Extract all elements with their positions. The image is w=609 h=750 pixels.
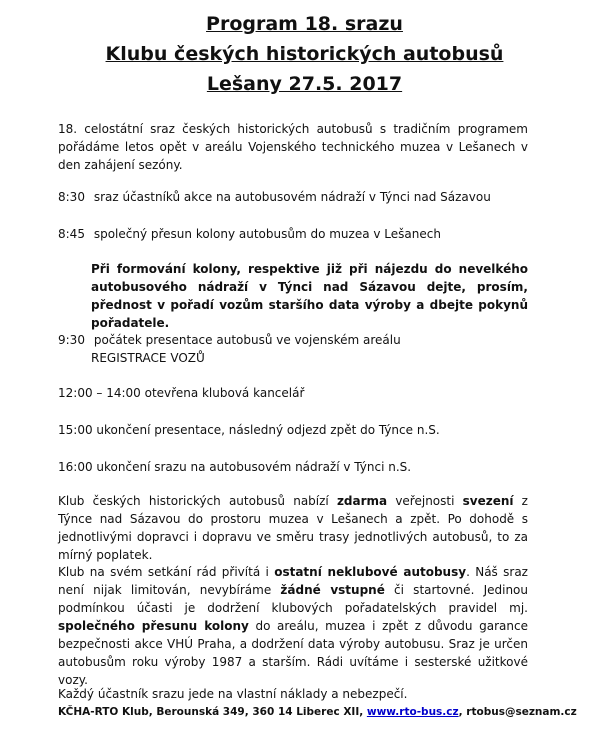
closing-line: Každý účastník srazu jede na vlastní náklady a nebezpečí. — [58, 687, 408, 701]
title-line-3: Lešany 27.5. 2017 — [206, 73, 403, 95]
convoy-note: Při formování kolony, respektive již při nájezdu do nevelkého autobusového nádraží v Týnci nad Sázavou dejte, prosím, přednost v pořadí vozům staršího data výroby a dbejte pokynů pořadatele. — [91, 262, 528, 330]
schedule-item — [58, 458, 411, 476]
schedule-time: 16:00 — [58, 460, 93, 474]
meeting-text: či startovné. Jedinou podmínkou účasti je dodržení klubových pořadatelských pravidel mj. — [58, 583, 529, 615]
schedule-item — [58, 384, 304, 402]
footer-address: KČHA-RTO Klub, Berounská 349, 360 14 Liberec XII, — [58, 706, 367, 718]
meeting-text: . Náš sraz není nijak limitován, nevybíráme — [58, 565, 528, 597]
schedule-text: otevřena klubová kancelář — [144, 386, 305, 400]
meeting-emphasis: žádné vstupné — [280, 583, 385, 597]
meeting-emphasis: společného přesunu kolony — [58, 619, 249, 633]
schedule-time: 8:30 — [58, 190, 85, 204]
footer-separator: , — [458, 706, 467, 718]
ride-free-emphasis: zdarma — [336, 494, 388, 508]
schedule-time: 15:00 — [58, 423, 93, 437]
ride-emphasis: svezení — [462, 494, 514, 508]
schedule-text: ukončení presentace, následný odjezd zpět do Týnce n.S. — [96, 423, 440, 437]
registration-label: REGISTRACE VOZŮ — [91, 351, 205, 365]
meeting-emphasis: ostatní neklubové autobusy — [274, 565, 467, 579]
schedule-time: 12:00 – 14:00 — [58, 386, 141, 400]
schedule-item — [58, 331, 401, 349]
schedule-text: společný přesun kolony autobusům do muzea v Lešanech — [93, 227, 441, 241]
website-link[interactable]: www.rto-bus.cz — [366, 706, 459, 718]
ride-text: Klub českých historických autobusů nabízí — [58, 494, 337, 508]
schedule-item — [58, 421, 440, 439]
schedule-time: 8:45 — [58, 227, 85, 241]
ride-text: veřejnosti — [387, 494, 463, 508]
schedule-item — [58, 225, 441, 243]
schedule-item — [58, 188, 491, 206]
schedule-text: sraz účastníků akce na autobusovém nádraží v Týnci nad Sázavou — [93, 190, 491, 204]
schedule-text: počátek presentace autobusů ve vojenském areálu — [93, 333, 401, 347]
schedule-text: ukončení srazu na autobusovém nádraží v Týnci n.S. — [96, 460, 412, 474]
meeting-text: Klub na svém setkání rád přivítá i — [58, 565, 275, 579]
title-line-1: Program 18. srazu — [206, 13, 403, 35]
meeting-text: do areálu, muzea i zpět z důvodu garance bezpečnosti akce VHÚ Praha, a dodržení data výroby autobusu. Sraz je určen autobusům roku výroby 1987 a starším. Rádi uvítáme i sesterské užitkové vozy. — [58, 619, 528, 687]
ride-paragraph — [58, 492, 528, 564]
intro-paragraph: 18. celostátní sraz českých historických autobusů s tradičním programem pořádáme letos opět v areálu Vojenského technického muzea v Lešanech v den zahájení sezóny. — [58, 122, 528, 172]
meeting-paragraph — [58, 563, 528, 689]
footer-contact — [58, 704, 577, 720]
title-line-2: Klubu českých historických autobusů — [105, 43, 504, 65]
ride-text: z Týnce nad Sázavou do prostoru muzea v Lešanech a zpět. Po dohodě s jednotlivými dopravci i dopravu ve směru trasy jednotlivých autobusů, to za mírný poplatek. — [58, 494, 528, 562]
footer-email: rtobus@seznam.cz — [466, 706, 577, 718]
schedule-time: 9:30 — [58, 333, 85, 347]
